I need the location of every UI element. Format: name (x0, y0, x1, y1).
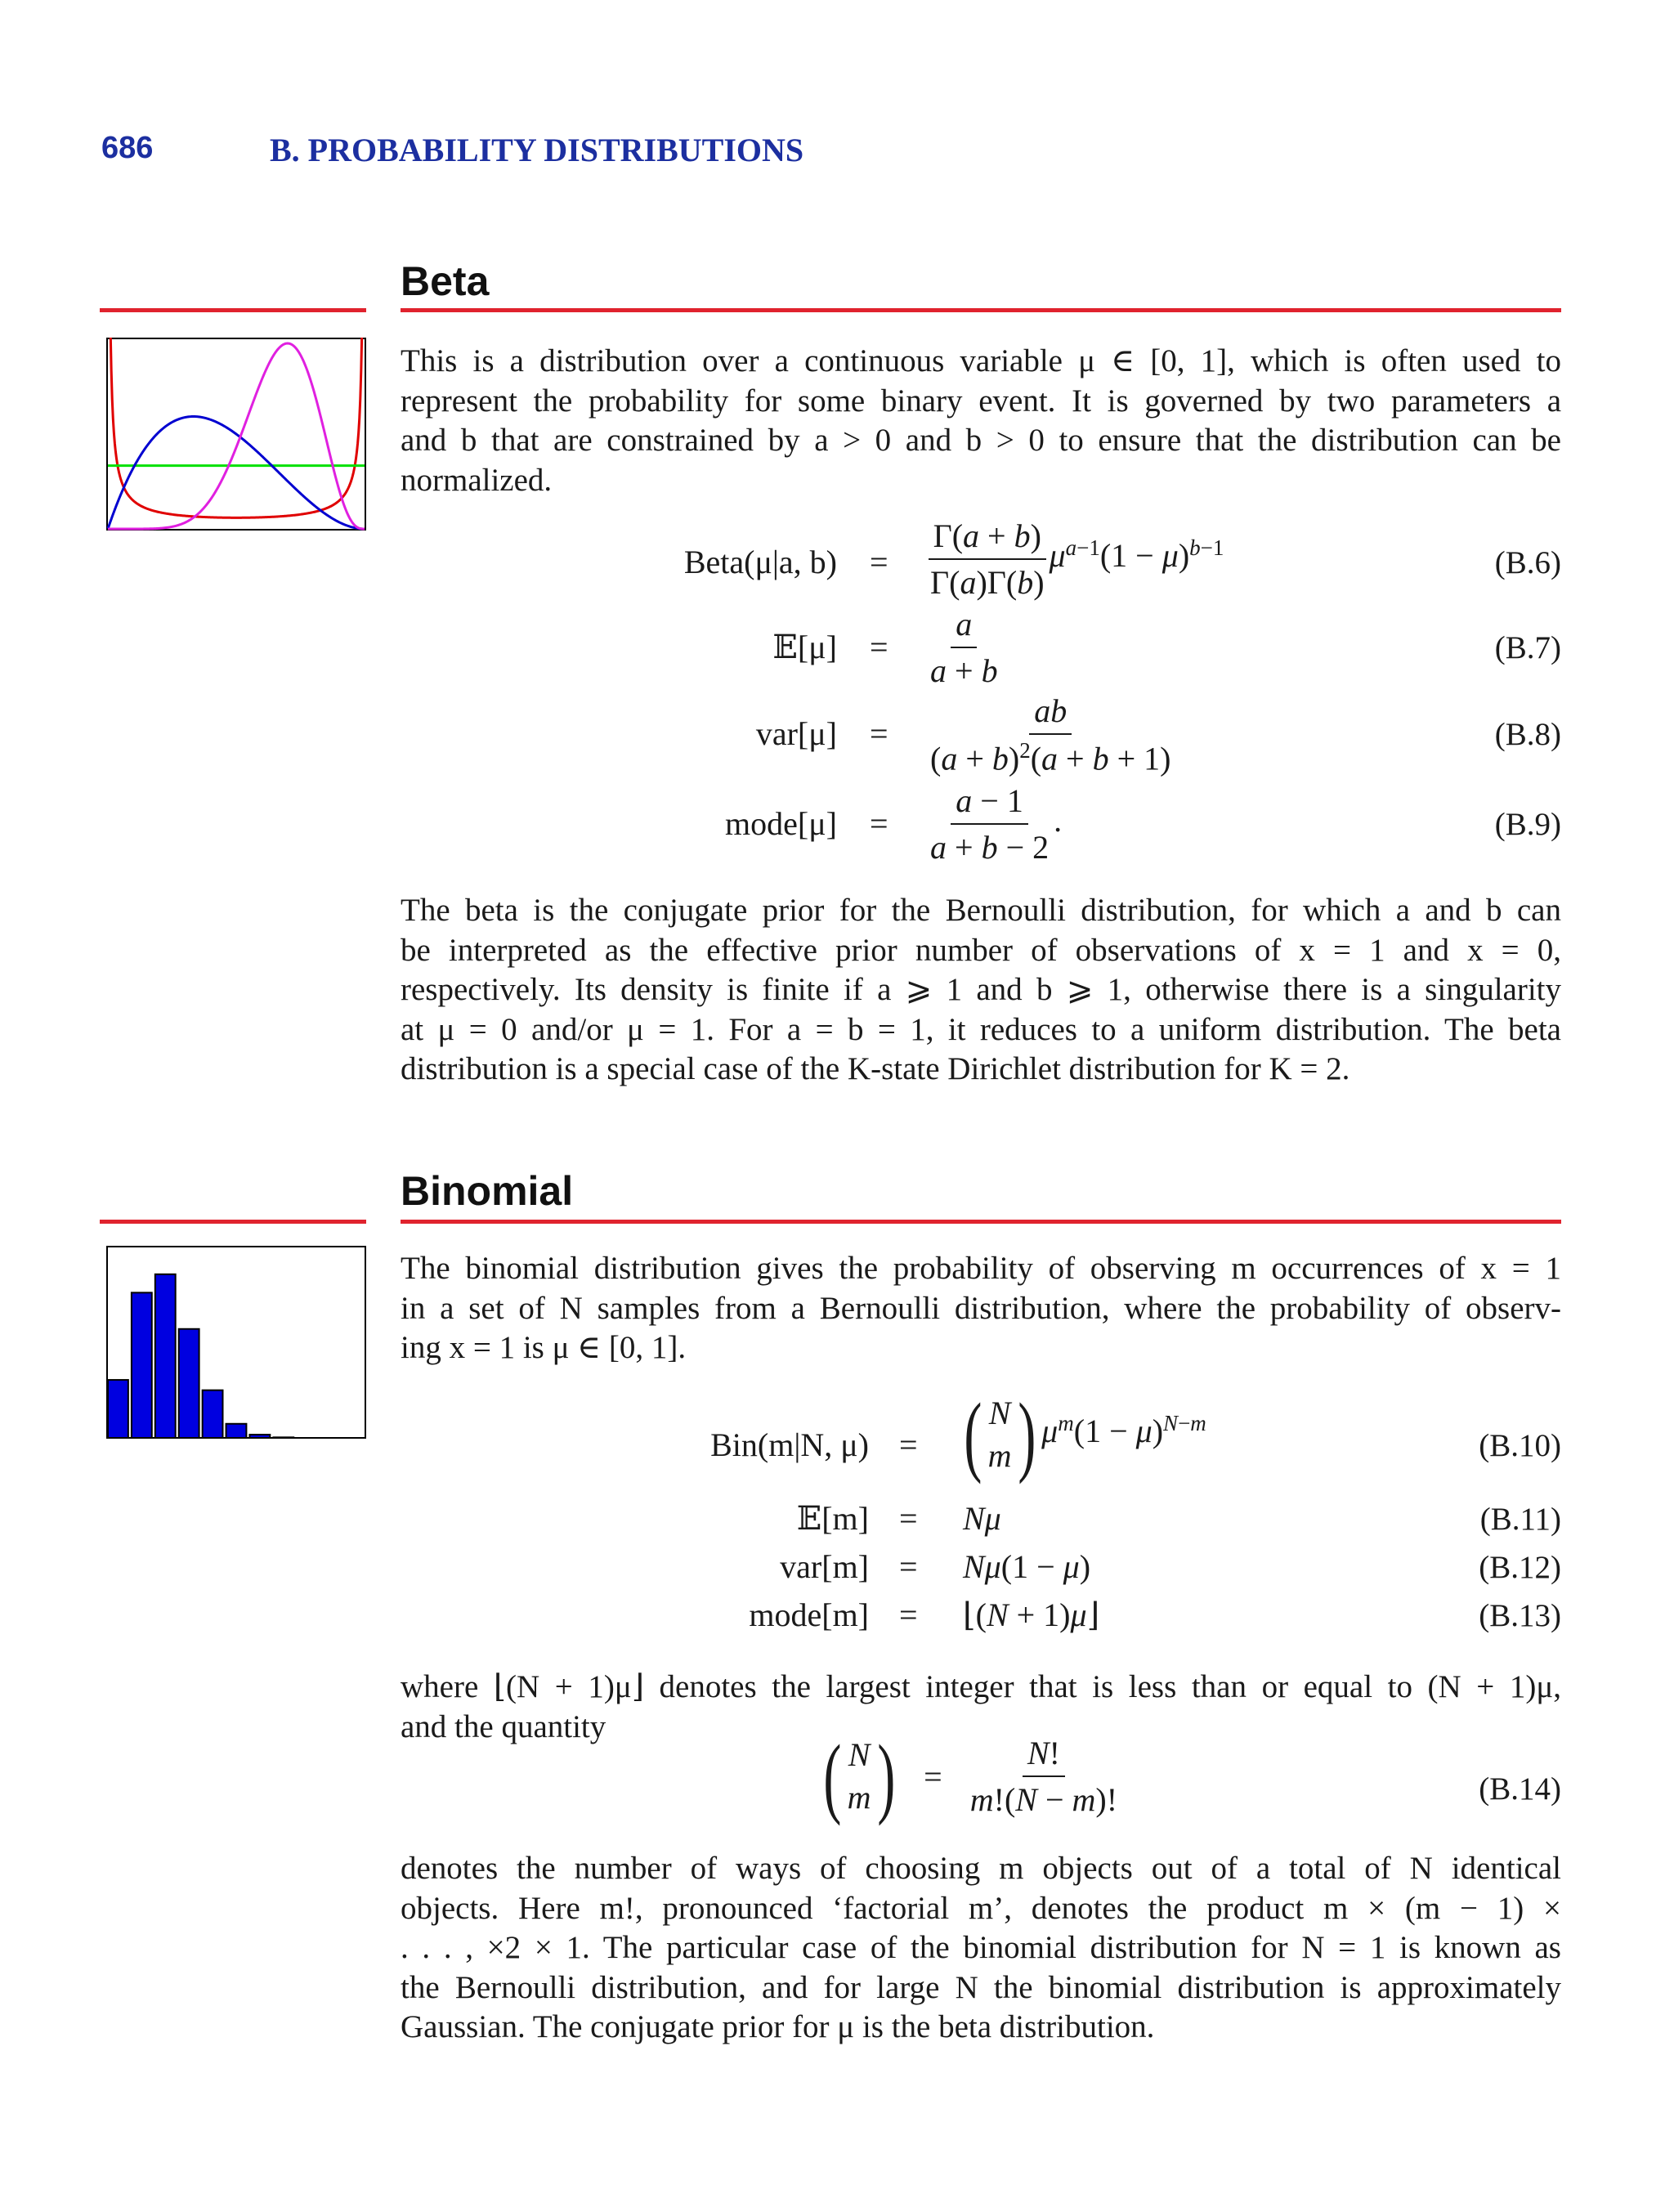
eq-b8-equals: = (870, 715, 888, 752)
eq-b13-equals: = (899, 1596, 918, 1633)
binomial-bar-4 (203, 1390, 223, 1438)
binomial-outro-line-3: . . . , ×2 × 1. The particular case of the binomial distribution for N = 1 is known as (401, 1930, 1561, 1965)
eq-b7-equals: = (870, 629, 888, 665)
eq-b8-label: (B.8) (1494, 717, 1561, 752)
eq-b10-rhs: ( N m ) $\mu^m(1 - \mu)^{N-m}$ (964, 1385, 1206, 1484)
binomial-bar-3 (179, 1329, 199, 1438)
binomial-section-title: Binomial (401, 1168, 574, 1214)
eq-b13-label: (B.13) (1479, 1598, 1561, 1633)
binomial-mid-line-1: where ⌊(N + 1)μ⌋ denotes the largest integer that is less than or equal to (N + 1)μ, (401, 1669, 1561, 1704)
eq-b14: ( N m ) = $\frac{N!}{m!(N - m)!}$ (823, 1726, 1118, 1826)
binomial-outro-paragraph (401, 1849, 1561, 2048)
eq-b11-equals: = (899, 1500, 918, 1537)
eq-b13-lhs: mode[m] (749, 1596, 869, 1633)
eq-b12-rhs: Nμ(1 − μ) (963, 1548, 1091, 1585)
binomial-intro-line-3: ing x = 1 is μ ∈ [0, 1]. (401, 1330, 687, 1365)
beta-title-rule (401, 308, 1561, 312)
eq-b13-rhs: ⌊(N + 1)μ⌋ (963, 1596, 1100, 1633)
beta-outro-line-4: at μ = 0 and/or μ = 1. For a = b = 1, it reduces to a uniform distribution. The beta (401, 1011, 1561, 1047)
beta-outro-line-1: The beta is the conjugate prior for the Bernoulli distribution, for which a and b can (401, 893, 1561, 928)
beta-intro-line-4: normalized. (401, 462, 553, 498)
page-number: 686 (101, 131, 154, 165)
binomial-bar-2 (155, 1274, 176, 1438)
eq-b14-label: (B.14) (1479, 1771, 1561, 1807)
beta-intro-paragraph (401, 342, 1561, 500)
eq-b9-equals: = (870, 805, 888, 842)
binomial-bar-7 (273, 1437, 293, 1438)
binomial-mid-line-2: and the quantity (401, 1708, 606, 1744)
binomial-margin-rule (100, 1220, 366, 1224)
eq-b10-lhs: Bin(m|N, μ) (710, 1426, 869, 1463)
binomial-intro-paragraph (401, 1249, 1561, 1368)
binomial-outro-line-1: denotes the number of ways of choosing m objects out of a total of N identical (401, 1851, 1561, 1886)
binomial-bar-1 (132, 1292, 152, 1438)
binomial-title-rule (401, 1220, 1561, 1224)
eq-b7-rhs: $\frac{a}{a + b}$ (930, 606, 998, 689)
eq-b12-label: (B.12) (1479, 1550, 1561, 1585)
eq-b6-rhs: $\frac{\Gamma(a + b)}{\Gamma(a)\Gamma(b)}$ $\mu^{a-1}(1 - \mu)^{b-1}$ (925, 517, 1224, 602)
eq-b12-equals: = (899, 1548, 918, 1585)
eq-b8-lhs: var[μ] (755, 715, 837, 752)
binomial-intro-line-2: in a set of N samples from a Bernoulli distribution, where the probability of observ- (401, 1290, 1561, 1326)
eq-b9-label: (B.9) (1494, 807, 1561, 842)
binomial-distribution-plot (106, 1246, 366, 1439)
binomial-intro-line-1: The binomial distribution gives the probability of observing m occurrences of x = 1 (401, 1251, 1561, 1286)
eq-b9-lhs: mode[μ] (725, 805, 837, 842)
eq-b6-lhs: Beta(μ|a, b) (683, 544, 837, 580)
binomial-bar-0 (108, 1380, 128, 1438)
beta-distribution-plot (106, 338, 366, 531)
binomial-outro-line-4: the Bernoulli distribution, and for large N the binomial distribution is approximately (401, 1969, 1561, 2005)
eq-b10-equals: = (899, 1426, 918, 1463)
eq-b10-label: (B.10) (1479, 1428, 1561, 1463)
eq-b8-rhs: $\frac{ab}{(a + b)^2(a + b + 1)}$ (930, 692, 1171, 777)
eq-b12-lhs: var[m] (780, 1548, 869, 1585)
running-head: B. PROBABILITY DISTRIBUTIONS (270, 132, 804, 168)
binomial-bar-5 (226, 1424, 247, 1438)
eq-b11-rhs: Nμ (963, 1500, 1001, 1537)
eq-b6-equals: = (870, 544, 888, 580)
eq-b11-lhs: 𝔼[m] (796, 1500, 869, 1537)
eq-b6-label: (B.6) (1494, 545, 1561, 580)
eq-b7-lhs: 𝔼[μ] (772, 629, 837, 665)
binomial-outro-line-5: Gaussian. The conjugate prior for μ is the beta distribution. (401, 2009, 1155, 2044)
beta-outro-line-2: be interpreted as the effective prior number of observations of x = 1 and x = 0, (401, 932, 1561, 968)
eq-b7-label: (B.7) (1494, 630, 1561, 665)
binomial-bar-6 (249, 1435, 270, 1438)
beta-outro-paragraph (401, 891, 1561, 1090)
beta-outro-line-3: respectively. Its density is finite if a ⩾ 1 and b ⩾ 1, otherwise there is a singularity (401, 972, 1561, 1007)
beta-intro-line-3: and b that are constrained by a > 0 and b > 0 to ensure that the distribution can be (401, 423, 1561, 458)
beta-margin-rule (100, 308, 366, 312)
beta-intro-line-1: This is a distribution over a continuous variable μ ∈ [0, 1], which is often used to (401, 343, 1561, 378)
beta-outro-line-5: distribution is a special case of the K-state Dirichlet distribution for K = 2. (401, 1051, 1350, 1086)
beta-intro-line-2: represent the probability for some binary event. It is governed by two parameters a (401, 383, 1561, 419)
eq-b11-label: (B.11) (1479, 1502, 1561, 1537)
eq-b9-rhs: $\frac{a - 1}{a + b - 2}$ . (930, 782, 1063, 866)
beta-section-title: Beta (401, 258, 490, 304)
binomial-outro-line-2: objects. Here m!, pronounced ‘factorial m’, denotes the product m × (m − 1) × (401, 1890, 1561, 1926)
